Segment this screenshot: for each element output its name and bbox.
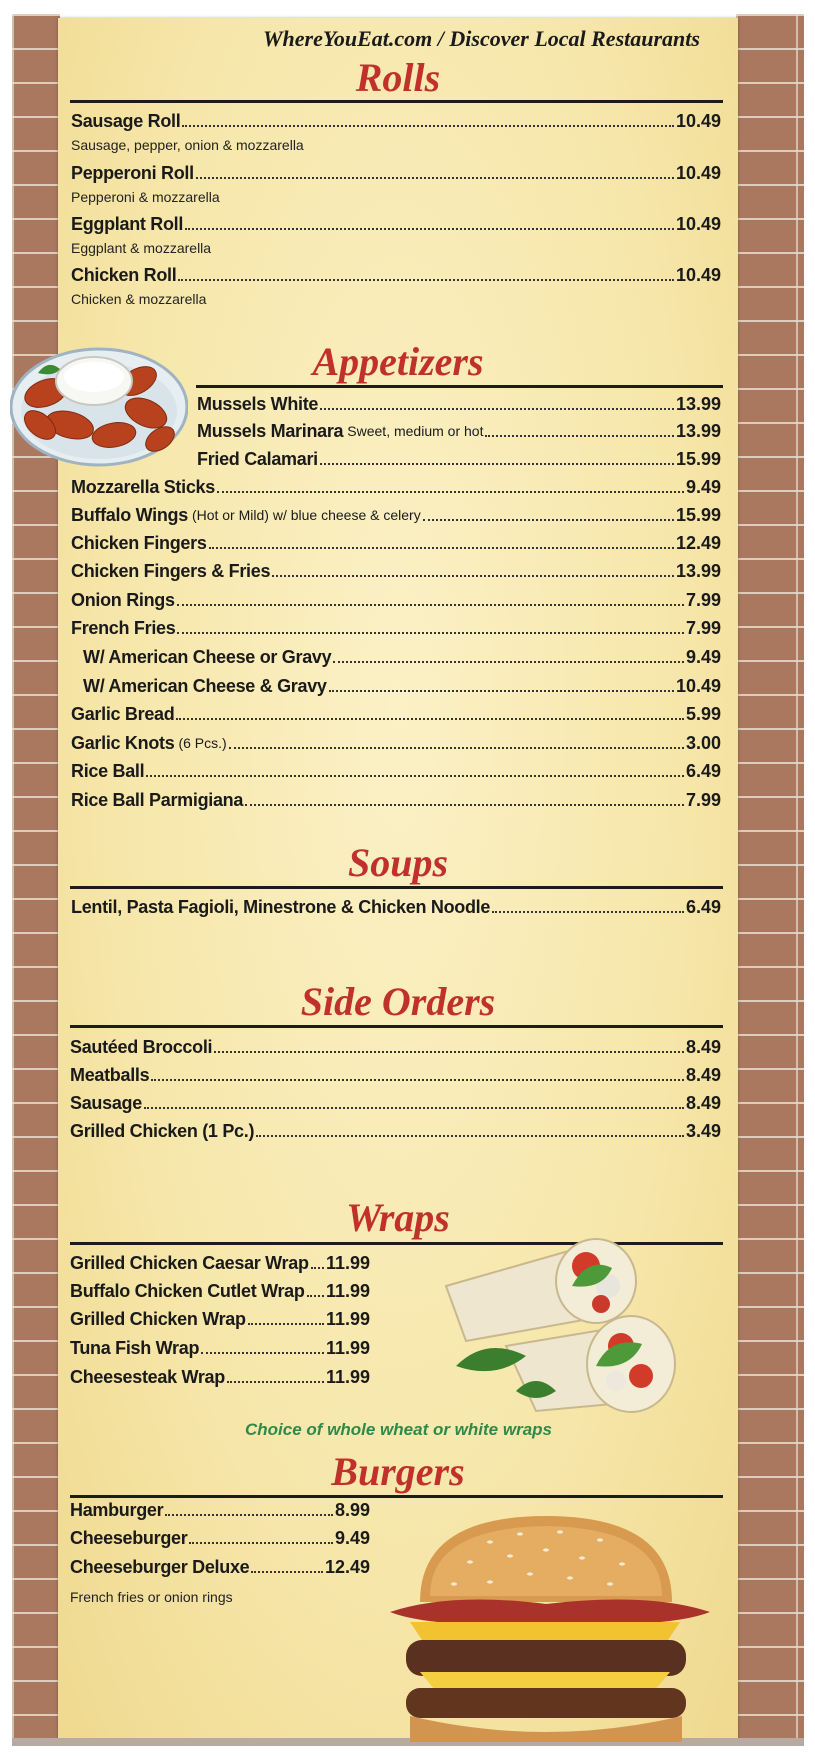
item-description: Pepperoni & mozzarella — [71, 189, 220, 205]
item-price: 8.49 — [685, 1065, 721, 1085]
menu-item — [71, 162, 721, 184]
item-price: 10.49 — [675, 214, 721, 234]
burger-image — [370, 1512, 722, 1742]
item-name: W/ American Cheese & Gravy — [83, 676, 327, 696]
item-price: 6.49 — [685, 897, 721, 917]
item-price: 12.49 — [324, 1557, 370, 1577]
item-description: Eggplant & mozzarella — [71, 240, 212, 256]
item-name: Garlic Bread — [71, 704, 175, 724]
item-price: 7.99 — [685, 790, 721, 810]
item-price: 11.99 — [325, 1309, 370, 1329]
item-name: Chicken Fingers & Fries — [71, 561, 271, 581]
item-name: Grilled Chicken Caesar Wrap — [70, 1253, 309, 1273]
leader-dots — [214, 1051, 684, 1053]
item-price: 13.99 — [675, 561, 721, 581]
item-name: Sautéed Broccoli — [70, 1037, 213, 1057]
leader-dots — [248, 1323, 324, 1325]
item-price: 11.99 — [325, 1253, 370, 1273]
item-name: Cheeseburger Deluxe — [70, 1557, 250, 1577]
menu-item — [71, 732, 721, 754]
leader-dots — [185, 228, 674, 230]
leader-dots — [245, 804, 684, 806]
menu-item — [71, 560, 721, 582]
menu-item — [83, 675, 721, 697]
menu-item — [71, 532, 721, 554]
item-price: 9.49 — [685, 647, 721, 667]
menu-item — [71, 760, 721, 782]
item-note: (6 Pcs.) — [178, 735, 227, 751]
leader-dots — [229, 747, 684, 749]
leader-dots — [485, 435, 674, 437]
leader-dots — [333, 661, 684, 663]
leader-dots — [307, 1295, 324, 1297]
menu-item — [70, 1064, 721, 1086]
item-price: 13.99 — [675, 394, 721, 414]
menu-item — [71, 213, 721, 235]
item-price: 11.99 — [325, 1367, 370, 1387]
menu-item — [71, 504, 721, 526]
item-description: Chicken & mozzarella — [71, 291, 207, 307]
item-price: 3.49 — [685, 1121, 721, 1141]
item-name: Buffalo Wings — [71, 505, 188, 525]
item-price: 8.99 — [334, 1500, 370, 1520]
burgers-heading: Burgers — [331, 1449, 465, 1494]
menu-item — [70, 1280, 370, 1302]
menu-item — [197, 393, 721, 415]
leader-dots — [251, 1571, 323, 1573]
leader-dots — [217, 491, 684, 493]
menu-item — [70, 1556, 370, 1578]
leader-dots — [189, 1542, 333, 1544]
leader-dots — [227, 1381, 324, 1383]
appetizers-heading: Appetizers — [312, 339, 484, 384]
brick-wall-right — [736, 14, 804, 1742]
item-note: (Hot or Mild) w/ blue cheese & celery — [191, 507, 421, 523]
item-name: Cheeseburger — [70, 1528, 188, 1548]
item-name: Buffalo Chicken Cutlet Wrap — [70, 1281, 305, 1301]
menu-item — [71, 789, 721, 811]
item-name: Sausage Roll — [71, 111, 181, 131]
item-name: Pepperoni Roll — [71, 163, 194, 183]
leader-dots — [320, 408, 674, 410]
menu-item — [70, 1337, 370, 1359]
menu-item — [70, 1252, 370, 1274]
item-description: Sausage, pepper, onion & mozzarella — [71, 137, 304, 153]
rolls-heading: Rolls — [355, 55, 441, 100]
item-price: 11.99 — [325, 1338, 370, 1358]
item-name: Grilled Chicken (1 Pc.) — [70, 1121, 255, 1141]
item-price: 5.99 — [685, 704, 721, 724]
item-name: French Fries — [71, 618, 176, 638]
leader-dots — [329, 690, 674, 692]
item-name: Cheesesteak Wrap — [70, 1367, 225, 1387]
item-name: Hamburger — [70, 1500, 164, 1520]
item-name: Rice Ball — [71, 761, 145, 781]
menu-item — [197, 420, 721, 442]
item-name: Mussels White — [197, 394, 319, 414]
soups-heading: Soups — [347, 840, 449, 885]
burgers-rule — [70, 1495, 723, 1498]
item-price: 8.49 — [685, 1093, 721, 1113]
leader-dots — [320, 463, 674, 465]
leader-dots — [177, 632, 684, 634]
soups-rule — [70, 886, 723, 889]
menu-item — [71, 476, 721, 498]
side-orders-heading: Side Orders — [300, 979, 496, 1024]
menu-item — [71, 264, 721, 286]
appetizers-rule — [196, 385, 723, 388]
menu-item — [197, 448, 721, 470]
item-price: 3.00 — [685, 733, 721, 753]
leader-dots — [177, 604, 684, 606]
item-price: 9.49 — [685, 477, 721, 497]
item-name: Sausage — [70, 1093, 142, 1113]
item-price: 6.49 — [685, 761, 721, 781]
menu-item — [70, 1120, 721, 1142]
menu-item — [70, 1092, 721, 1114]
item-name: Chicken Roll — [71, 265, 177, 285]
menu-item — [70, 1036, 721, 1058]
menu-item — [71, 589, 721, 611]
buffalo-wings-image — [10, 333, 188, 469]
item-name: Lentil, Pasta Fagioli, Minestrone & Chicken Noodle — [71, 897, 491, 917]
menu-item — [70, 1499, 370, 1521]
item-price: 10.49 — [675, 163, 721, 183]
item-name: Tuna Fish Wrap — [70, 1338, 200, 1358]
item-name: Garlic Knots — [71, 733, 175, 753]
item-name: Eggplant Roll — [71, 214, 184, 234]
item-name: Fried Calamari — [197, 449, 318, 469]
menu-item — [71, 617, 721, 639]
leader-dots — [176, 718, 684, 720]
brick-wall-left — [12, 14, 60, 1742]
item-price: 13.99 — [675, 421, 721, 441]
leader-dots — [423, 519, 674, 521]
menu-item — [70, 1366, 370, 1388]
item-price: 15.99 — [675, 505, 721, 525]
item-price: 15.99 — [675, 449, 721, 469]
rolls-rule — [70, 100, 723, 103]
menu-item — [70, 1527, 370, 1549]
item-description: French fries or onion rings — [70, 1589, 233, 1605]
item-name: Mussels Marinara — [197, 421, 344, 441]
item-name: Meatballs — [70, 1065, 150, 1085]
item-price: 7.99 — [685, 590, 721, 610]
leader-dots — [492, 911, 684, 913]
leader-dots — [256, 1135, 684, 1137]
leader-dots — [182, 125, 674, 127]
item-name: Rice Ball Parmigiana — [71, 790, 244, 810]
wrap-image — [436, 1226, 696, 1416]
site-watermark: WhereYouEat.com / Discover Local Restaurants — [263, 26, 700, 51]
leader-dots — [196, 177, 674, 179]
menu-item — [71, 110, 721, 132]
menu-item — [71, 703, 721, 725]
menu-item — [70, 1308, 370, 1330]
leader-dots — [165, 1514, 333, 1516]
item-name: Chicken Fingers — [71, 533, 207, 553]
wrap-choice-note: Choice of whole wheat or white wraps — [245, 1420, 552, 1439]
leader-dots — [146, 775, 684, 777]
item-price: 8.49 — [685, 1037, 721, 1057]
item-price: 12.49 — [675, 533, 721, 553]
item-price: 7.99 — [685, 618, 721, 638]
leader-dots — [144, 1107, 684, 1109]
item-name: Grilled Chicken Wrap — [70, 1309, 246, 1329]
item-price: 11.99 — [325, 1281, 370, 1301]
leader-dots — [201, 1352, 324, 1354]
leader-dots — [178, 279, 674, 281]
item-price: 10.49 — [675, 111, 721, 131]
leader-dots — [151, 1079, 684, 1081]
leader-dots — [209, 547, 674, 549]
item-price: 9.49 — [334, 1528, 370, 1548]
item-price: 10.49 — [675, 265, 721, 285]
item-price: 10.49 — [675, 676, 721, 696]
leader-dots — [272, 575, 674, 577]
item-name: W/ American Cheese or Gravy — [83, 647, 332, 667]
item-name: Onion Rings — [71, 590, 175, 610]
side-orders-rule — [70, 1025, 723, 1028]
wraps-heading: Wraps — [346, 1195, 450, 1240]
leader-dots — [311, 1267, 324, 1269]
item-note: Sweet, medium or hot — [347, 423, 484, 439]
item-name: Mozzarella Sticks — [71, 477, 215, 497]
menu-item — [83, 646, 721, 668]
menu-item — [71, 896, 721, 918]
